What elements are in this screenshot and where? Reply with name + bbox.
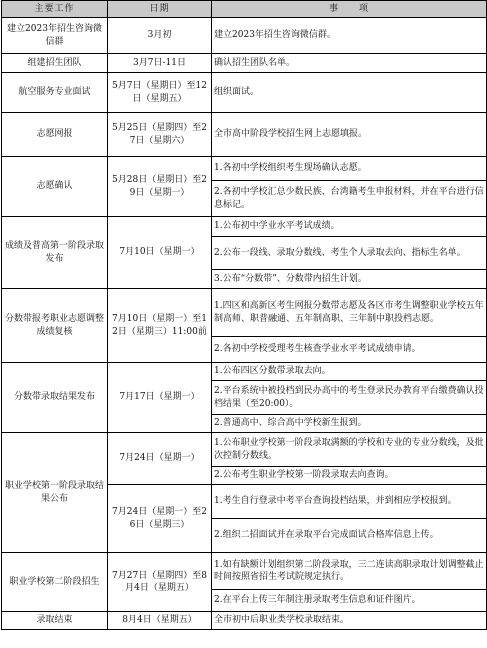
row-item: 1.四区和高新区考生网报分数带志愿及各区市考生调整职业学校五年制高师、职普融通、五年制高职、三年制中职投档志愿。: [212, 289, 487, 337]
schedule-table: [1, 0, 487, 630]
row-work: 组建招生团队: [2, 54, 108, 73]
row-item: 全市高中阶段学校招生网上志愿填报。: [212, 113, 487, 157]
row-date: 7月10日（星期一）至12日（星期三）11:00前: [108, 289, 212, 363]
row-date: 5月7日（星期日）至12日（星期五）: [108, 73, 212, 113]
row-date: 7月10日（星期一）: [108, 217, 212, 289]
row-work: 分数带录取结果发布: [2, 363, 108, 433]
row-work: 分数带报考职业志愿调整成绩复核: [2, 289, 108, 363]
row-work: 航空服务专业面试: [2, 73, 108, 113]
table-row: [2, 553, 487, 590]
row-date: 8月4日（星期五）: [108, 612, 212, 630]
row-item: 1.考生自行登录中考平台查询投档结果，并到相应学校报到。: [212, 485, 487, 519]
row-item: 1.公布初中学业水平考试成绩。: [212, 217, 487, 237]
row-item: 1.各初中学校组织考生现场确认志愿。: [212, 157, 487, 181]
row-item: 1.公布职业学校第一阶段录取满额的学校和专业的专业分数线，及批次控制分数线。: [212, 433, 487, 467]
row-date: 3月7日-11日: [108, 54, 212, 73]
row-date: 5月25日（星期四）至27日（星期六）: [108, 113, 212, 157]
row-item: 建立2023年招生咨询微信群。: [212, 18, 487, 54]
row-work: 录取结束: [2, 612, 108, 630]
row-item: 1.公布四区分数带录取去向。: [212, 363, 487, 381]
table-row: [2, 217, 487, 237]
header-main-work: 主要工作: [2, 1, 108, 18]
row-item: 2.各初中学校受理考生核查学业水平考试成绩申请。: [212, 337, 487, 363]
row-item: 2.各初中学校汇总少数民族、台湾籍考生申报材料，并在平台进行信息标记。: [212, 181, 487, 217]
row-date: 7月24日（星期一）至26日（星期三）: [108, 485, 212, 553]
row-work: 志愿确认: [2, 157, 108, 217]
row-item: 组织面试。: [212, 73, 487, 113]
row-date: 7月17日（星期一）: [108, 363, 212, 433]
row-work: 职业学校第一阶段录取结果公布: [2, 433, 108, 553]
row-work: 成绩及普高第一阶段录取发布: [2, 217, 108, 289]
row-work: 职业学校第二阶段招生: [2, 553, 108, 612]
row-date: 7月27日（星期四）至8月4日（星期五）: [108, 553, 212, 612]
row-item: 1.如有缺额计划组织第二阶段录取，三二连读高职录取计划调整截止时间按照省招生考试院规定执行。: [212, 553, 487, 590]
header-date: 日期: [108, 1, 212, 18]
row-date: 7月24日（星期一）: [108, 433, 212, 485]
row-item: 全市初中后职业类学校录取结束。: [212, 612, 487, 630]
table-row: [2, 113, 487, 157]
table-row: [2, 433, 487, 467]
row-item: 2.公布考生职业学校第一阶段录取去向查询。: [212, 467, 487, 485]
row-item: 2.平台系统中被投档到民办高中的考生登录民办教育平台缴费确认投档结果（至20:00）。: [212, 381, 487, 415]
row-work: 建立2023年招生咨询微信群: [2, 18, 108, 54]
header-row: [2, 1, 487, 18]
row-item: 2.在平台上传三年制注册录取考生信息和证件图片。: [212, 590, 487, 612]
table-row: [2, 289, 487, 337]
table-row: [2, 73, 487, 113]
row-item: 2.公布一段线、录取分数线、考生个人录取去向、指标生名单。: [212, 237, 487, 270]
table-row: [2, 157, 487, 181]
table-row: [2, 363, 487, 381]
row-item: 3.公布“分数带”、分数带内招生计划。: [212, 270, 487, 289]
row-item: 确认招生团队名单。: [212, 54, 487, 73]
row-work: 志愿网报: [2, 113, 108, 157]
header-items: 事 项: [212, 1, 487, 18]
row-date: 5月28日（星期日）至29日（星期一）: [108, 157, 212, 217]
table-row: [2, 54, 487, 73]
row-item: 2.普通高中、综合高中学校新生报到。: [212, 415, 487, 433]
row-item: 2.组织二招面试并在录取平台完成面试合格库信息上传。: [212, 519, 487, 553]
row-date: 3月初: [108, 18, 212, 54]
table-row: [2, 18, 487, 54]
table-row: [2, 612, 487, 630]
